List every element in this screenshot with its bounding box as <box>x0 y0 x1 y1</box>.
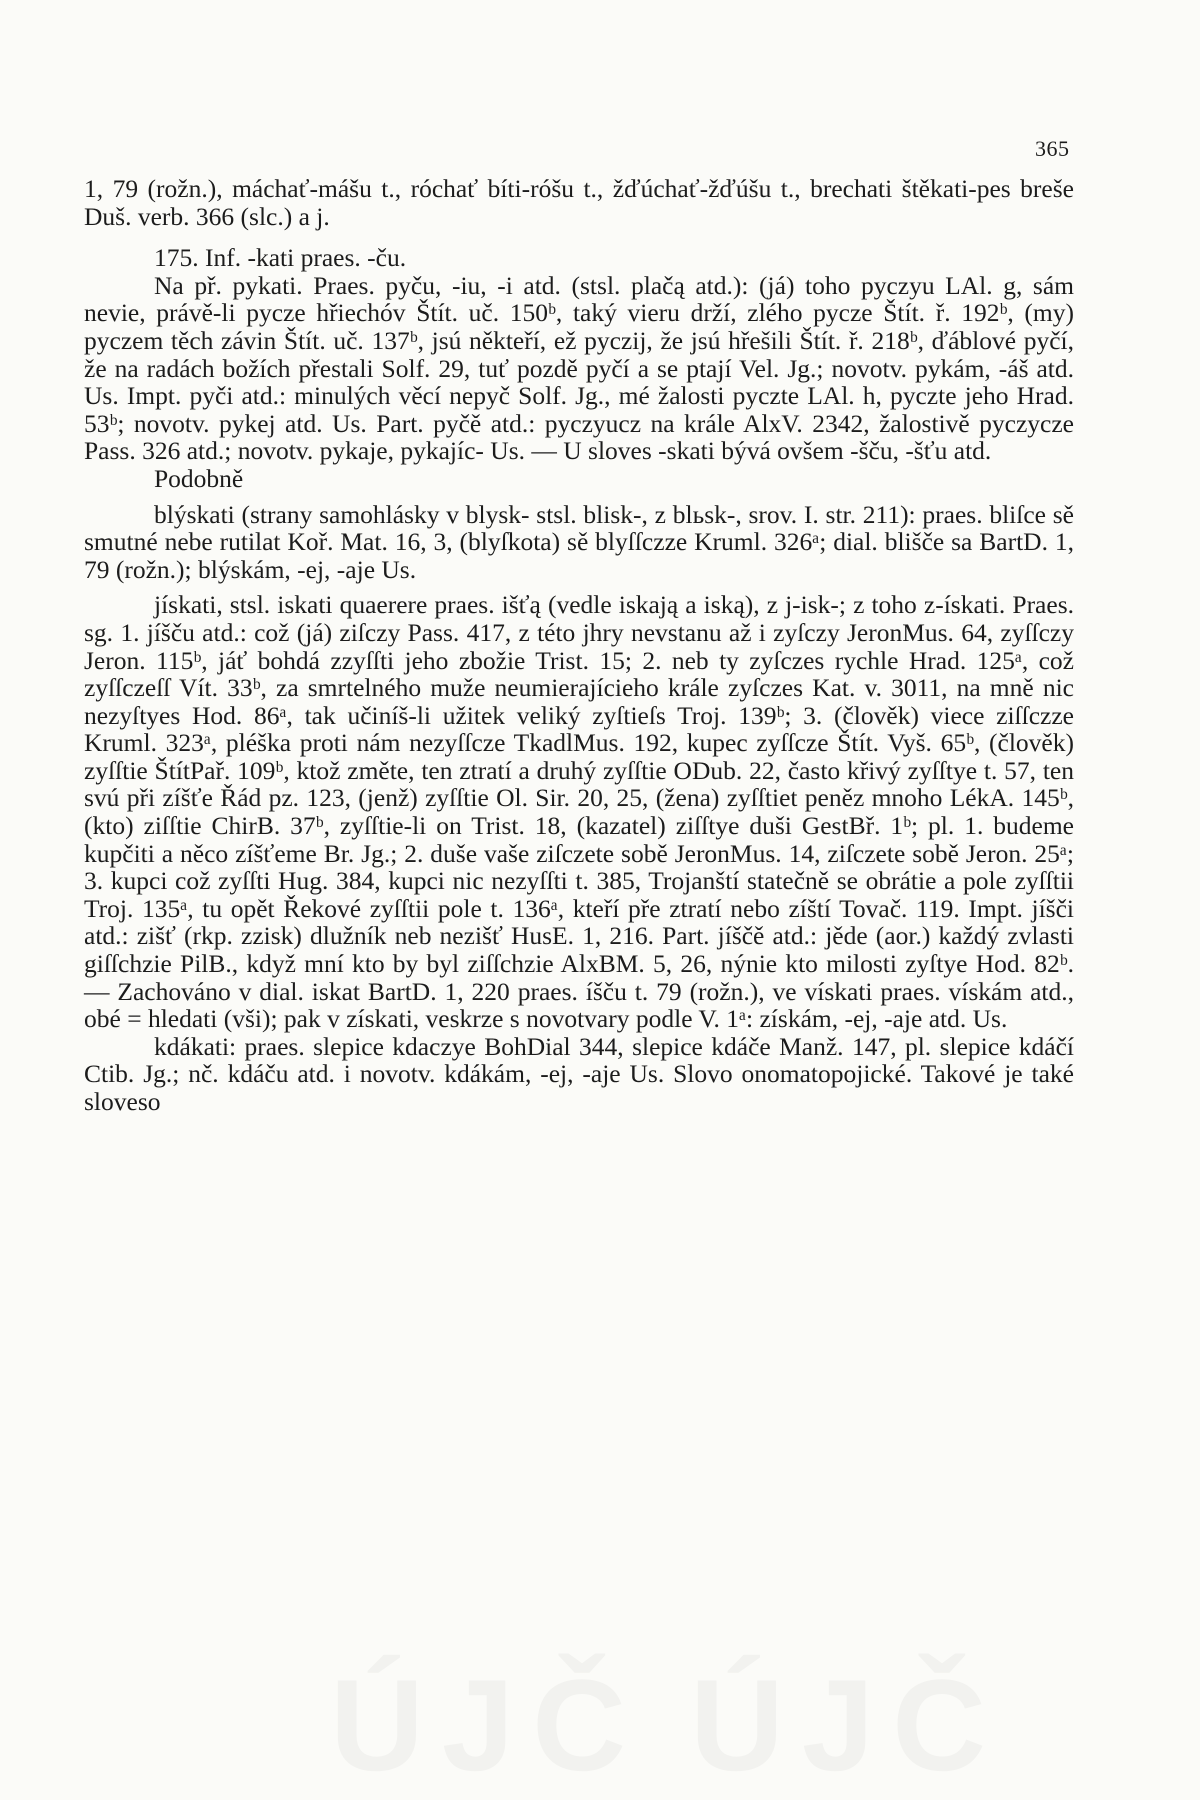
paragraph-continuation: 1, 79 (rožn.), máchať-mášu t., róchať bíti-róšu t., žďúchať-žďúšu t., brechati štěkati-pes breše Duš. verb. 366 (slc.) a j. <box>84 174 1074 231</box>
page-body <box>84 175 1074 1116</box>
page-number: 365 <box>1035 136 1070 161</box>
paragraph-jiskati: jískati, stsl. iskati quaerere praes. išťą (vedle iskają a iską), z j-isk-; z toho z-ískati. Praes. sg. 1. jíšču atd.: což (já) ziſczy Pass. 417, z této jhry nevstanu až i zyſczy JeronMus. 64, zyſſczy Jeron. 115ᵇ, jáť bohdá zzyſſti jeho zbožie Trist. 15; 2. neb ty zyſczes rychle Hrad. 125ᵃ, což zyſſczeſſ Vít. 33ᵇ, za smrtelného muže neumierajícieho krále zyſczes Kat. v. 3011, na mně nic nezyſtyes Hod. 86ᵃ, tak učiníš-li užitek veliký zyſtieſs Troj. 139ᵇ; 3. (člověk) viece ziſſczze Kruml. 323ᵃ, pléška proti nám nezyſſcze TkadlMus. 192, kupec zyſſcze Štít. Vyš. 65ᵇ, (člověk) zyſſtie ŠtítPař. 109ᵇ, ktož změte, ten ztratí a druhý zyſſtie ODub. 22, často křivý zyſſtye t. 57, ten svú při zíšťe Řád pz. 123, (jenž) zyſſtie Ol. Sir. 20, 25, (žena) zyſſtiet peněz mnoho LékA. 145ᵇ, (kto) ziſſtie ChirB. 37ᵇ, zyſſtie-li on Trist. 18, (kazatel) ziſſtye duši GestBř. 1ᵇ; pl. 1. budeme kupčiti a něco zíšťeme Br. Jg.; 2. duše vaše ziſczete sobě JeronMus. 14, ziſczete sobě Jeron. 25ᵃ; 3. kupci což zyſſti Hug. 384, kupci nic nezyſſti t. 385, Trojanští statečně se obrátie a pole zyſſtii Troj. 135ᵃ, tu opět Řekové zyſſtii pole t. 136ᵃ, kteří pře ztratí nebo zíští Tovač. 119. Impt. jíšči atd.: zišť (rkp. zzisk) dlužník neb nezišť HusE. 1, 216. Part. jíščě atd.: jěde (aor.) každý zvlasti giſſchzie PilB., když mní kto by byl ziſſchzie AlxBM. 5, 26, nýnie kto milosti zyſtye Hod. 82ᵇ. — Zachováno v dial. iskat BartD. 1, 220 praes. íšču t. 79 (rožn.), ve vískati praes. vískám atd., obé = hledati (vši); pak v získati, veskrze s novotvary podle V. 1ᵃ: získám, -ej, -aje atd. Us. <box>84 590 1074 1034</box>
paragraph-pykati: Na př. pykati. Praes. pyču, -iu, -i atd. (stsl. plačą atd.): (já) toho pyczyu LAl. g, sám nevie, právě-li pycze hřiechóv Štít. uč. 150ᵇ, taký vieru drží, zlého pycze Štít. ř. 192ᵇ, (my) pyczem těch závin Štít. uč. 137ᵇ, jsú někteří, ež pyczij, že jsú hřešili Štít. ř. 218ᵇ, ďáblové pyčí, že na radách božích přestali Solf. 29, tuť pozdě pyčí a se ptají Vel. Jg.; novotv. pykám, -áš atd. Us. Impt. pyči atd.: minulých věcí nepyč Solf. Jg., mé žalosti pyczte LAl. h, pyczte jeho Hrad. 53ᵇ; novotv. pykej atd. Us. Part. pyčě atd.: pyczyucz na krále AlxV. 2342, žalostivě pyczycze Pass. 326 atd.; novotv. pykaje, pykajíc- Us. — U sloves -skati bývá ovšem -šču, -šťu atd. <box>84 270 1074 466</box>
watermark-left <box>330 1650 644 1800</box>
paragraph-podobne: Podobně <box>154 463 244 493</box>
section-heading-175: 175. Inf. -kati praes. -ču. <box>154 243 407 273</box>
watermark-right <box>690 1650 1004 1800</box>
paragraph-kdakati: kdákati: praes. slepice kdaczye BohDial 344, slepice kdáče Manž. 147, pl. slepice kdáčí Ctib. Jg.; nč. kdáču atd. i novotv. kdákám, -ej, -aje Us. Slovo onomatopojické. Takové je také sloveso <box>84 1031 1074 1116</box>
paragraph-blyskati: blýskati (strany samohlásky v blysk- stsl. blisk-, z blьsk-, srov. I. str. 211): praes. bliſce sě smutné nebe rutilat Koř. Mat. 16, 3, (blyſkota) sě blyſſczze Kruml. 326ᵃ; dial. blišče sa BartD. 1, 79 (rožn.); blýskám, -ej, -aje Us. <box>84 499 1074 584</box>
